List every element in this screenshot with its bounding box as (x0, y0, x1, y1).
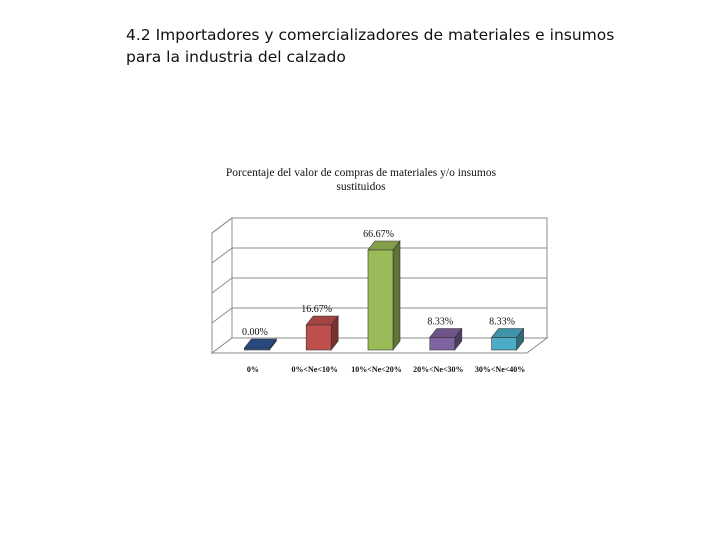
bar-front (430, 338, 455, 350)
slide-title-line-2: para la industria del calzado (126, 48, 346, 66)
category-label: 0%<Ne<10% (291, 365, 338, 374)
category-label: 10%<Ne<20% (351, 365, 402, 374)
category-label: 0% (246, 365, 259, 374)
chart-title-line-2: sustituidos (336, 181, 386, 193)
bar (368, 241, 400, 350)
category-label: 20%<Ne<30% (413, 365, 464, 374)
data-label: 8.33% (489, 316, 516, 328)
bar (430, 329, 462, 350)
category-label: 30%<Ne<40% (474, 365, 526, 374)
bar-front (368, 250, 393, 350)
bar-front (244, 348, 269, 350)
data-label: 8.33% (427, 316, 454, 328)
chart-category-labels (247, 365, 525, 374)
chart-title-line-1: Porcentaje del valor de compras de materiales y/o insumos (225, 167, 497, 179)
slide-title-line-1: 4.2 Importadores y comercializadores de materiales e insumos (126, 26, 615, 44)
bar (492, 329, 524, 350)
data-label: 66.67% (363, 228, 394, 240)
bar-side (393, 241, 400, 350)
bar-front (306, 325, 331, 350)
bar-front (492, 338, 517, 350)
data-label: 0.00% (241, 327, 268, 338)
bar (306, 316, 338, 350)
data-label: 16.67% (301, 303, 333, 315)
